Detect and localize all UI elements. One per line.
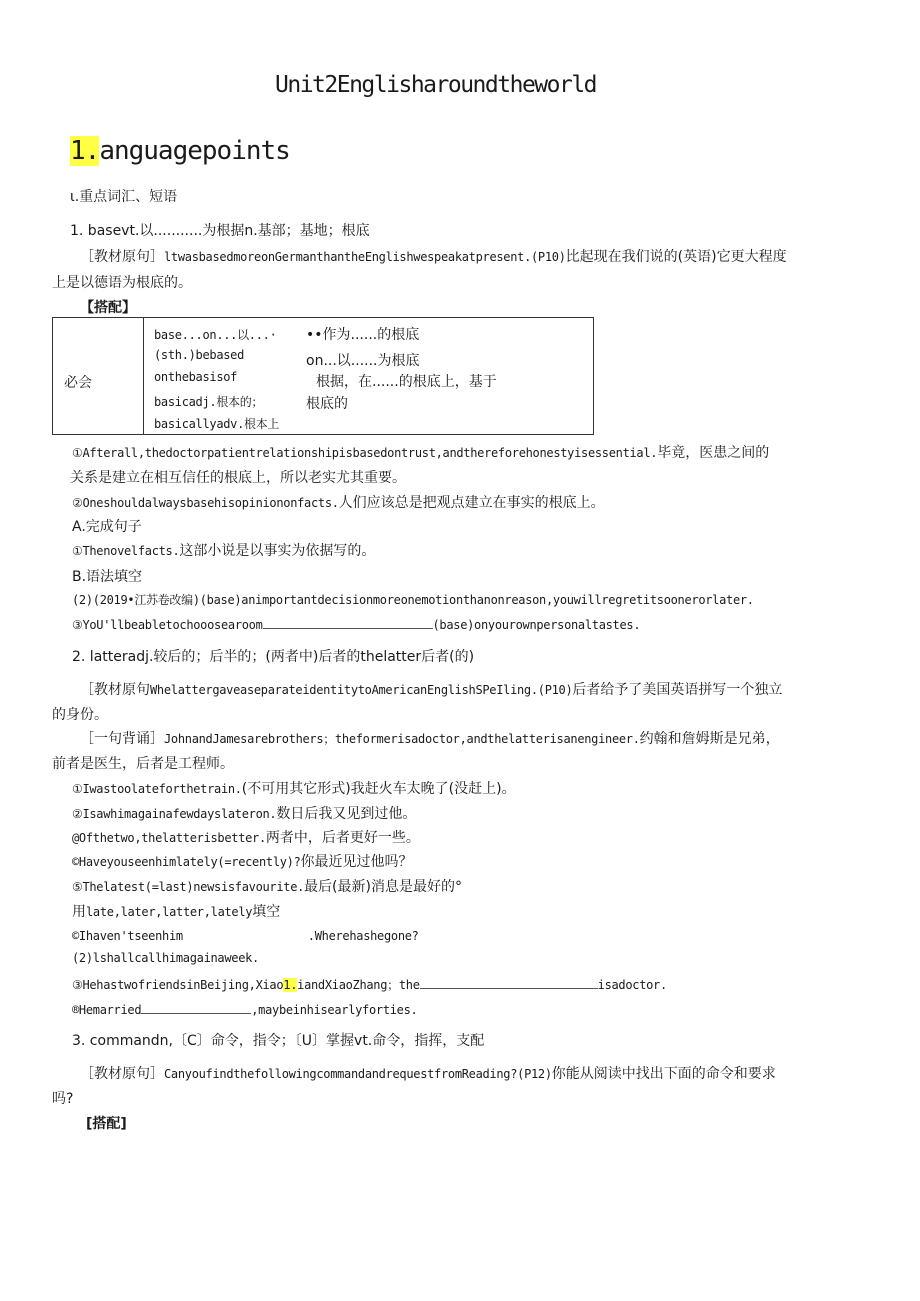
- table-row-en: basicallyadv.根本上: [154, 417, 280, 431]
- fill-in-4: [72, 1001, 417, 1017]
- item3-original: [80, 1063, 776, 1083]
- original-cn: 比起现在我们说的(英语)它更大程度: [565, 249, 787, 265]
- table-row-cn: 根底的: [306, 396, 348, 412]
- item2-example: [72, 827, 420, 847]
- original-en: ltwasbasedmoreonGermanthantheEnglishwespeakatpresent.(P10): [164, 250, 566, 264]
- example-cn: 你最近见过他吗？: [300, 854, 413, 870]
- fill-label-cn: 用: [72, 904, 86, 920]
- exercise-en: ©Ihaven'tseenhim: [72, 929, 183, 943]
- item3-collocation-label: [搭配]: [86, 1116, 127, 1132]
- item1-original-cn-cont: 上是以德语为根底的。: [52, 275, 192, 291]
- original-label: ［教材原句］: [80, 249, 164, 265]
- sub-heading: ι.重点词汇、短语: [70, 189, 178, 205]
- answer-blank[interactable]: [420, 976, 598, 989]
- example-en: ©Haveyouseenhimlately(=recently)?: [72, 855, 301, 869]
- table-row-en: (sth.)bebased: [154, 348, 245, 362]
- example-cn: 两者中，后者更好一些。: [265, 830, 420, 846]
- example-cn: 数日后我又见到过他。: [276, 806, 417, 822]
- item2-original-cn-cont: 的身份。: [52, 707, 108, 723]
- table-label-cell: [53, 318, 144, 435]
- exercise-a-label: A.完成句子: [72, 519, 142, 535]
- example-en: ②Isawhimagainafewdayslateron.: [72, 807, 277, 821]
- original-label: ［教材原句］: [80, 1066, 164, 1082]
- fill-in-3: [72, 976, 667, 993]
- item1-example1-cont: 关系是建立在相互信任的根底上，所以老实尤其重要。: [70, 470, 406, 486]
- table-row-en: onthebasisof: [154, 370, 238, 384]
- item2-example: [72, 803, 416, 823]
- exercise-en: iandXiaoZhang；the: [297, 978, 420, 992]
- item1-original: [80, 246, 787, 266]
- answer-blank[interactable]: [263, 616, 433, 629]
- exercise-en: .Wherehashegone?: [307, 929, 419, 943]
- original-en: CanyoufindthefollowingcommandandrequestfromReading?(P12): [164, 1067, 552, 1081]
- fill-in-label: [72, 901, 280, 921]
- item2-recite-cn-cont: 前者是医生，后者是工程师。: [52, 756, 234, 772]
- item1-example2: [72, 492, 605, 512]
- exercise-en: (base)animportantdecisionmoreonemotionthanonreason,youwillregretitsoonerorlater.: [199, 593, 754, 607]
- exercise-b-label: B.语法填空: [72, 569, 143, 585]
- exercise-b-2: [72, 591, 754, 608]
- item2-headword: 2. latteradj.较后的；后半的；(两者中)后者的thelatter后者(的): [72, 649, 475, 665]
- example-cn: 毕竟，医患之间的: [657, 445, 770, 461]
- exercise-en: ®Hemarried: [72, 1003, 142, 1017]
- exercise-a-1: [72, 540, 375, 560]
- collocation-table: [52, 317, 594, 435]
- example-en: ②Oneshouldalwaysbasehisopiniononfacts.: [72, 496, 339, 510]
- section-heading-text: anguagepoints: [99, 136, 290, 166]
- recite-en: JohnandJamesarebrothers；theformerisadoctor,andthelatterisanengineer.: [164, 732, 640, 746]
- section-heading: [70, 136, 290, 166]
- original-cn: 后者给予了美国英语拼写一个独立: [572, 682, 783, 698]
- exercise-en: ,maybeinhisearlyforties.: [251, 1003, 418, 1017]
- exercise-b-3: [72, 616, 640, 632]
- recite-cn: 约翰和詹姆斯是兄弟，: [639, 731, 780, 747]
- exercise-en: (base)onyourownpersonaltastes.: [432, 618, 641, 632]
- item2-recite: [80, 728, 780, 748]
- highlight-mark: 1.: [283, 978, 298, 992]
- exercise-cn: 这部小说是以事实为依据写的。: [179, 543, 376, 559]
- item1-headword: 1. basevt.以...........为根据n.基部；基地；根底: [70, 223, 370, 239]
- table-row-cn: on...以......为根底: [306, 353, 420, 369]
- exercise-en: ③HehastwofriendsinBeijing,Xiao: [72, 978, 284, 992]
- original-label: ［教材原句: [80, 682, 150, 698]
- table-content-cell: [144, 318, 594, 435]
- example-cn: 人们应该总是把观点建立在事实的根底上。: [338, 495, 605, 511]
- fill-in-2: (2)lshallcallhimagainaweek.: [72, 951, 259, 965]
- fill-in-1: [72, 927, 419, 943]
- example-en: @Ofthetwo,thelatterisbetter.: [72, 831, 266, 845]
- fill-label-en: late,later,latter,lately: [86, 905, 253, 919]
- item2-example: [72, 778, 516, 798]
- exercise-en: isadoctor.: [597, 978, 667, 992]
- table-row-cn: ••作为......的根底: [306, 327, 420, 343]
- answer-blank[interactable]: [141, 1001, 251, 1014]
- example-cn: 最后(最新)消息是最好的°: [304, 879, 462, 895]
- table-label: 必会: [64, 375, 92, 391]
- recite-label: ［一句背诵］: [80, 731, 164, 747]
- page-title: Unit2Englisharoundtheworld: [275, 72, 597, 98]
- example-en: ⑤Thelatest(=last)newsisfavourite.: [72, 880, 305, 894]
- example-cn: (不可用其它形式)我赶火车太晚了(没赶上)。: [241, 781, 516, 797]
- answer-blank[interactable]: [183, 927, 308, 940]
- item2-example: [72, 876, 462, 896]
- table-row-cn: 根据，在......的根底上，基于: [316, 374, 497, 390]
- item2-example: [72, 851, 413, 871]
- fill-label-cn2: 填空: [252, 904, 281, 920]
- original-cn: 你能从阅读中找出下面的命令和要求: [551, 1066, 776, 1082]
- item1-example1: [72, 442, 769, 462]
- exercise-en: ③YoU'llbeabletochooosearoom: [72, 618, 263, 632]
- item1-collocation-label: 【搭配】: [80, 300, 136, 316]
- item3-original-cn-cont: 吗?: [52, 1091, 74, 1107]
- item3-headword: 3. commandn,〔C〕命令，指令；〔U〕掌握vt.命令，指挥，支配: [72, 1033, 485, 1049]
- item2-original: [80, 679, 782, 699]
- exercise-en: ①Thenovelfacts.: [72, 544, 180, 558]
- table-row-en: base...on...以...·: [154, 328, 277, 342]
- example-en: ①Afterall,thedoctorpatientrelationshipisbasedontrust,andthereforehonestyisessential.: [72, 446, 658, 460]
- section-number: 1.: [70, 136, 100, 166]
- original-en: WhelattergaveaseparateidentitytoAmericanEnglishSPeIling.(P10): [150, 683, 573, 697]
- example-en: ①Iwastoolateforthetrain.: [72, 782, 242, 796]
- exercise-prefix: (2)(2019•江苏卷改编): [72, 593, 200, 607]
- table-row-en: basicadj.根本的；: [154, 395, 264, 409]
